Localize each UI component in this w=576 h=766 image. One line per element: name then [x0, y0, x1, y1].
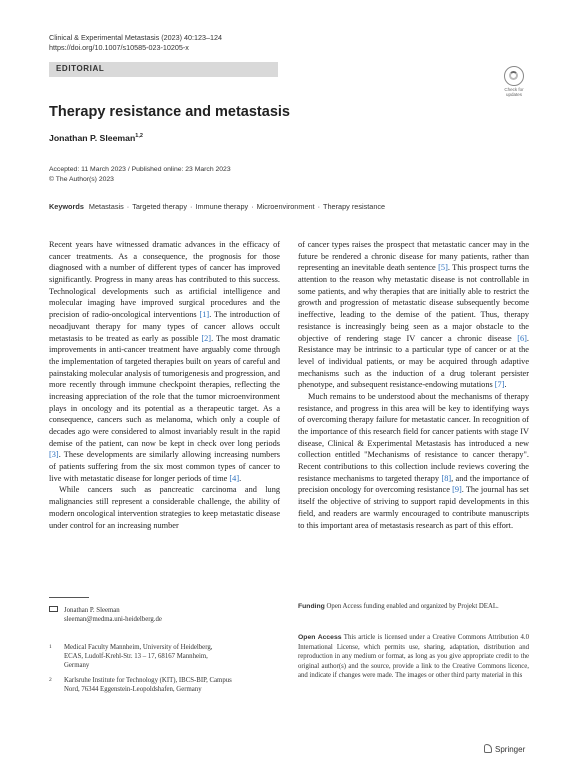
keywords-line	[49, 202, 385, 211]
article-dates	[49, 165, 231, 184]
keywords-label: Keywords	[49, 202, 84, 211]
affiliation-line: Medical Faculty Mannheim, University of Heidelberg,	[64, 644, 213, 651]
dates-line: Accepted: 11 March 2023 / Published online: 23 March 2023	[49, 166, 231, 173]
citation-link[interactable]: [5]	[438, 263, 448, 273]
contact-email[interactable]: sleeman@medma.uni-heidelberg.de	[64, 616, 162, 623]
article-title: Therapy resistance and metastasis	[49, 104, 290, 120]
keyword-separator: ·	[251, 202, 254, 211]
check-for-updates-icon	[504, 66, 524, 86]
keyword-item: Therapy resistance	[323, 202, 386, 211]
section-bar	[49, 62, 278, 77]
keyword-separator: ·	[189, 202, 193, 211]
corresponding-author	[49, 606, 162, 624]
body-paragraph: Recent years have witnessed dramatic advances in the efficacy of cancer treatments. As a consequence, the prognosis for those diagnosed with a number of different types of cancer has improved significantly. Progress in many areas has contributed to this success. Technological developments such as artificial intelligence and molecular imaging have improved surgical procedures and the precision of radio-oncological interventions [1]. The introduction of neoadjuvant therapy for many types of cancer allows occult metastasis to be treated as early as possible [2]. The most dramatic improvements in anti-cancer treatment have arguably come through the implementation of targeted therapies built on years of careful and painstaking molecular analysis of tumorigenesis and progression, and more recently through immune checkpoint therapies, reflecting the increasing appreciation of the role that the tumor microenvironment plays in oncology and its potential as a therapeutic target. As a consequence, cancers such as melanoma, which only a couple of decades ago were considered to almost invariably result in the rapid demise of the patient, can now be kept in check over long periods [3]. These developments are similarly allowing increasing numbers of patients suffering from the six most common types of cancer to live with metastatic disease for longer periods of time [4].	[49, 240, 281, 483]
author-line[interactable]	[49, 133, 143, 143]
keyword-item: Targeted therapy	[132, 202, 187, 211]
affiliation-2	[49, 676, 279, 694]
citation-link[interactable]: [6]	[517, 333, 527, 343]
affiliation-line: ECAS, Ludolf-Krehl-Str. 13 – 17, 68167 Mannheim,	[64, 653, 208, 661]
affiliation-number: 2	[49, 677, 52, 683]
body-right-column	[298, 239, 529, 531]
publisher-name: Springer	[495, 745, 526, 754]
open-access-label: Open Access	[298, 634, 342, 641]
body-paragraph: While cancers such as pancreatic carcinoma and lung malignancies still represent a considerable challenge, the ability of modern oncological intervention strategies to keep metastatic disease under control for an increasing number	[49, 485, 280, 530]
citation-link[interactable]: [7]	[494, 380, 505, 390]
springer-horse-icon	[484, 744, 492, 753]
contact-name: Jonathan P. Sleeman	[64, 607, 120, 614]
keyword-item: Immune therapy	[195, 202, 249, 211]
section-label: EDITORIAL	[56, 64, 105, 73]
affiliation-line: Nord, 76344 Eggenstein-Leopoldshafen, Germany	[64, 686, 202, 694]
author-affiliation-marks: 1,2	[135, 133, 143, 140]
publisher-logo	[484, 744, 525, 754]
citation-link[interactable]: [2]	[201, 333, 212, 343]
footnote-divider	[49, 597, 89, 598]
keyword-item: Microenvironment	[256, 202, 315, 211]
keyword-separator: ·	[317, 202, 321, 211]
citation-link[interactable]: [1]	[199, 310, 210, 320]
open-access-text: This article is licensed under a Creative Commons Attribution 4.0 International License, which permits use, sharing, adaptation, distribution and reproduction in any medium or format, as long as you give appropriate credit to the original author(s) and the source, provide a link to the Creative Commons licence, and indicate if changes were made. The images or other third party material in this	[298, 634, 529, 680]
body-paragraph: of cancer types raises the prospect that metastatic cancer may in the future be rendered a chronic disease for many patients, rather than representing an inevitable death sentence [5]. This prospect turns the attention to the reason why metastatic disease is not controllable in some patients, and why therapies that are initially able to restrict the growth and progression of metastatic disease subsequently become ineffective, leading to the demise of the patient. Thus, therapy resistance is increasingly being seen as a major obstacle to the objective of rendering stage IV cancer a chronic disease [6]. Resistance may be intrinsic to a particular type of cancer or at the level of individual patients, or may be acquired through adaptive mechanisms such as the induction of a drug tolerant persister phenotype, and subsequent resistance-endowing mutations [7].	[298, 240, 530, 390]
copyright-line: © The Author(s) 2023	[49, 175, 114, 183]
keyword-item: Metastasis	[88, 202, 124, 211]
funding-statement	[298, 602, 529, 612]
check-for-updates-badge[interactable]	[500, 66, 528, 96]
keywords-list	[89, 202, 385, 211]
body-paragraph: Much remains to be understood about the mechanisms of therapy resistance, and progress in this area will be key to identifying ways of overcoming therapy failure for metastatic cancer. In recognition of the importance of this research field for cancer patients with stage IV disease, Clinical & Experimental Metastasis has introduced a new collection entitled "Mechanisms of resistance to cancer therapy". Recent contributions to this collection include reviews covering the resistance mechanisms to targeted therapy [8], and the importance of precision oncology for overcoming resistance [9]. The journal has set itself the objective of striving to support rapid developments in this field, and readers are warmly encouraged to contribute manuscripts to this important area of metastasis research as part of this effort.	[298, 391, 529, 530]
journal-citation: Clinical & Experimental Metastasis (2023) 40:123–124	[49, 33, 222, 42]
affiliation-1	[49, 643, 279, 671]
affiliation-line: Karlsruhe Institute for Technology (KIT), IBCS-BIP, Campus	[64, 677, 232, 684]
funding-label: Funding	[298, 603, 325, 610]
doi-link[interactable]: https://doi.org/10.1007/s10585-023-10205-x	[49, 43, 189, 52]
affiliation-number: 1	[49, 644, 52, 650]
citation-link[interactable]: [4]	[229, 473, 240, 483]
envelope-icon	[49, 606, 58, 612]
body-left-column	[49, 239, 280, 531]
citation-link[interactable]: [9]	[452, 485, 462, 495]
open-access-statement	[298, 633, 529, 681]
citation-link[interactable]: [3]	[49, 450, 59, 460]
check-for-updates-text: Check for updates	[504, 87, 524, 97]
funding-text: Open Access funding enabled and organized by Projekt DEAL.	[326, 603, 499, 610]
citation-link[interactable]: [8]	[441, 473, 452, 483]
author-name[interactable]: Jonathan P. Sleeman	[49, 133, 136, 143]
affiliation-line: Germany	[64, 662, 90, 670]
keyword-separator: ·	[126, 202, 130, 211]
